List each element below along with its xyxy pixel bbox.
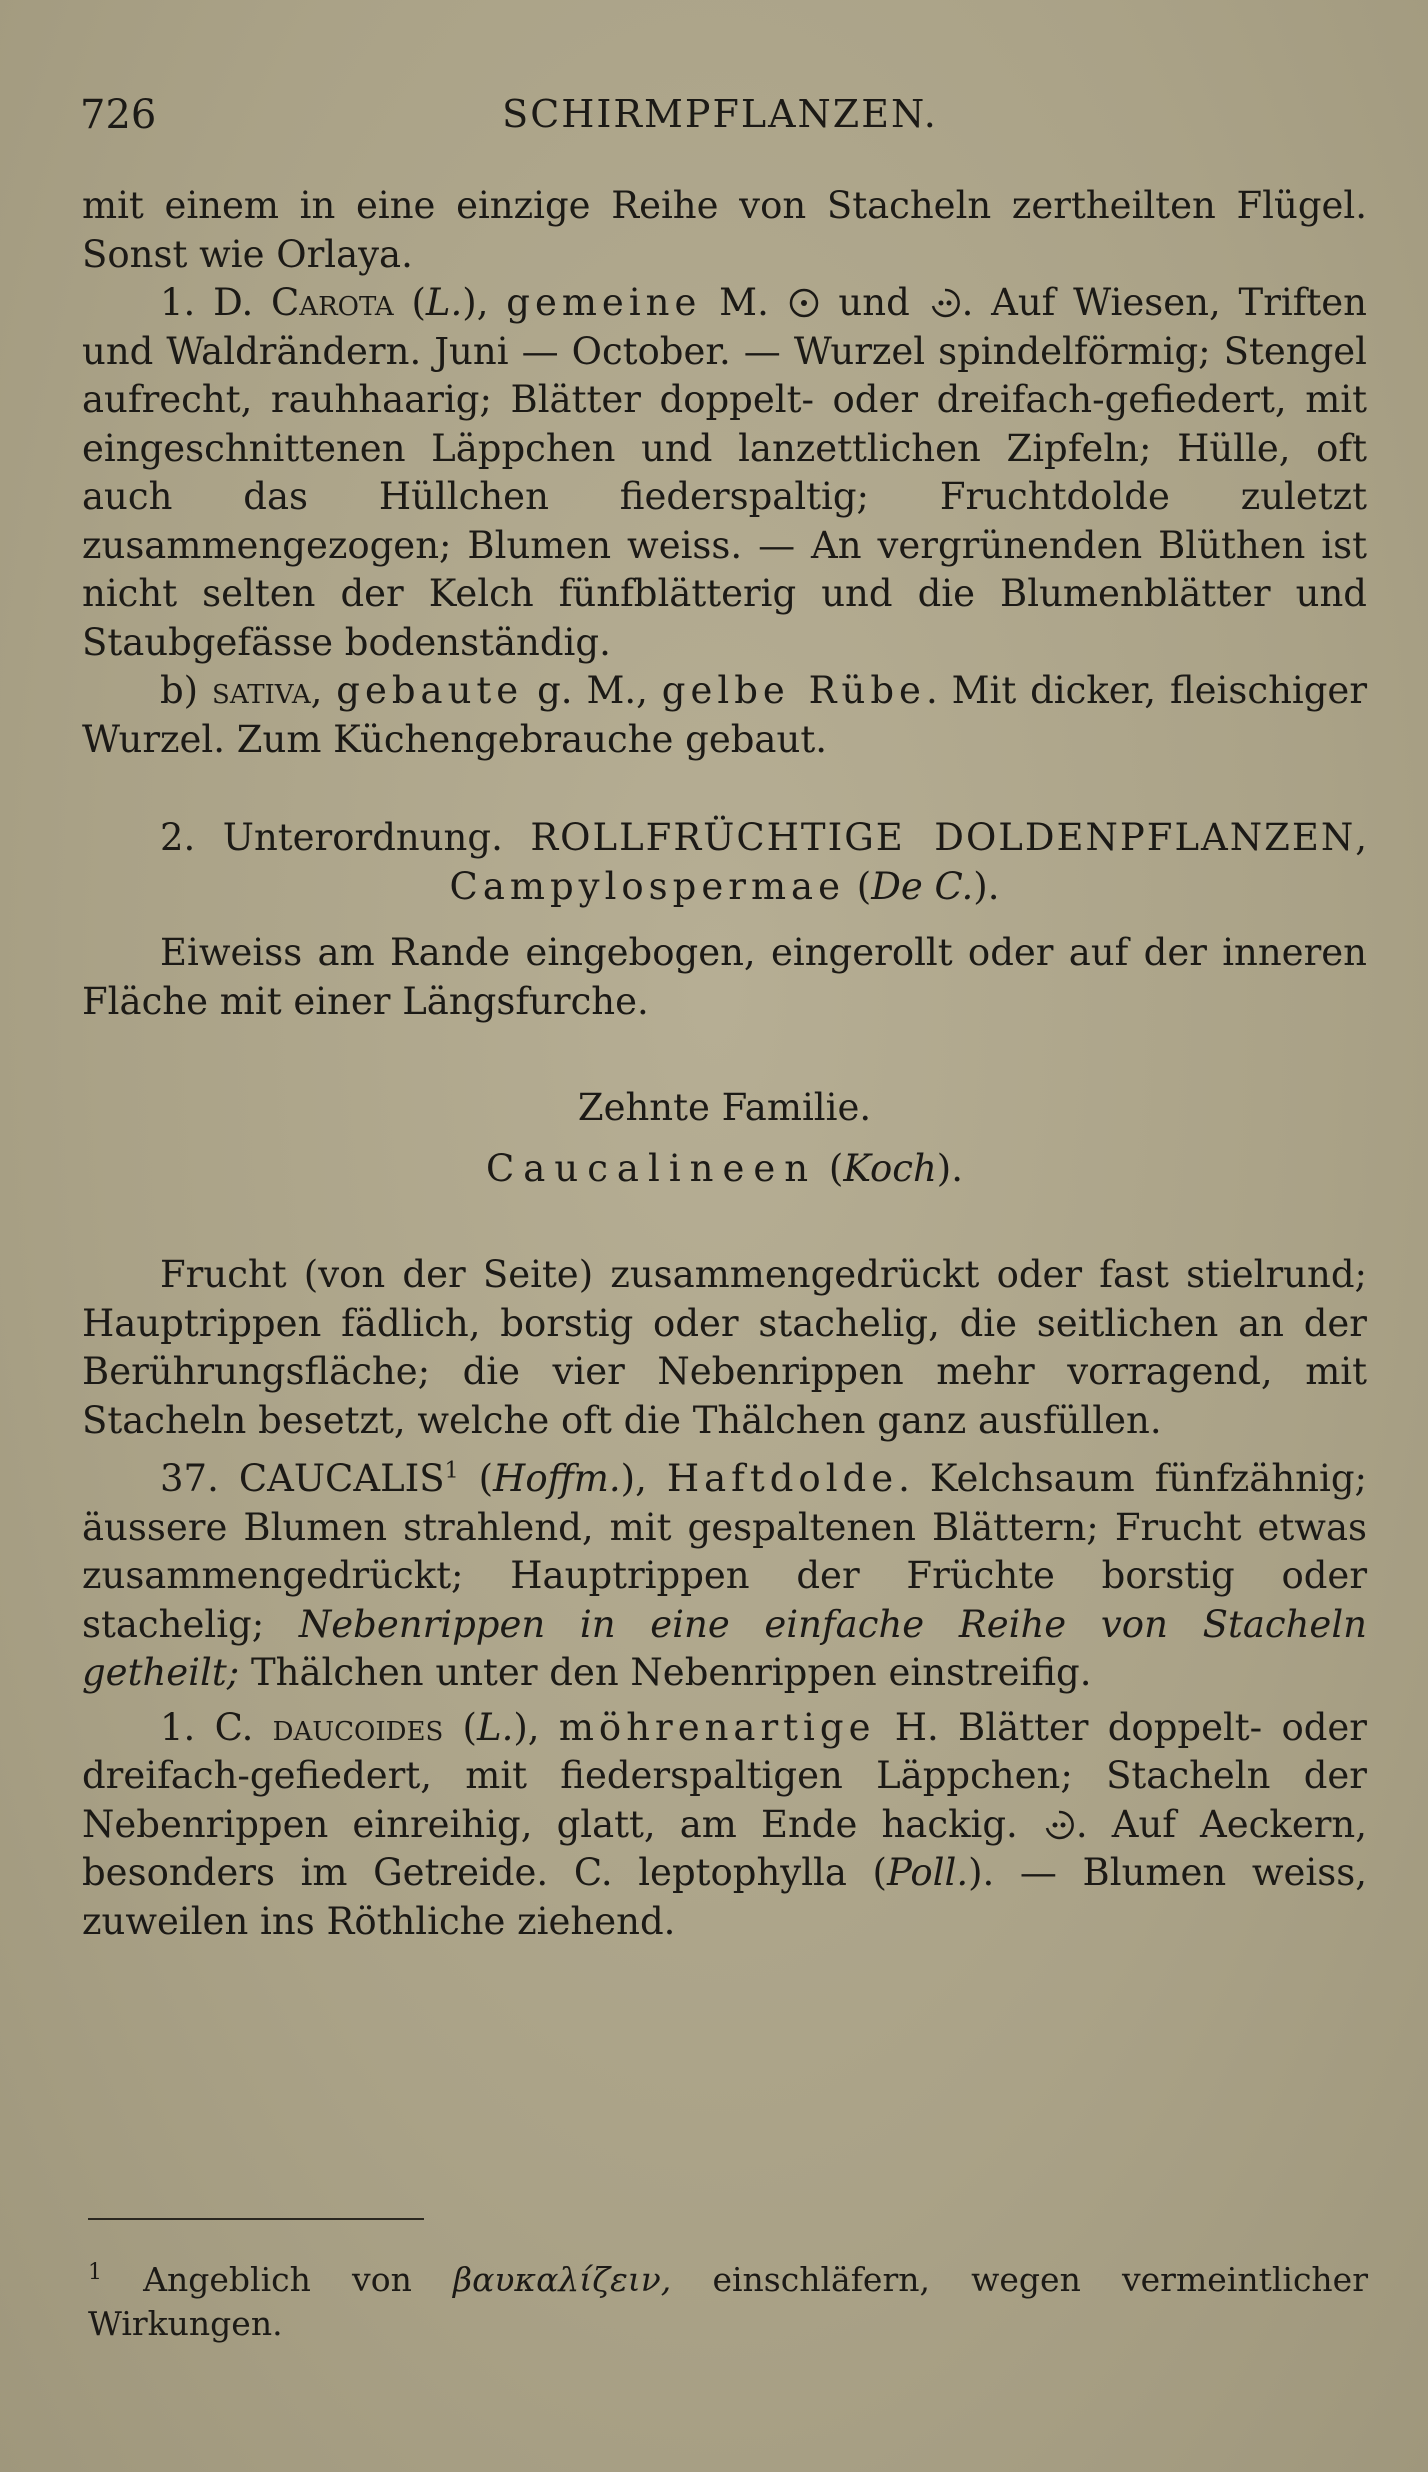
footnote-marker: 1: [444, 1458, 459, 1484]
footnote-rule: [88, 2218, 424, 2220]
footnote: $^1$ Angeblich von βαυκαλίζειν, einschläfern, wegen vermeintlicher Wirkungen.: [88, 2260, 1368, 2343]
carota-paragraph: 1. D. Carota (L.), gemeine M. und . Auf Wiesen, Triften und Waldrändern. Juni — October. — Wurzel spindelförmig; Stengel aufrecht, rauhhaarig; Blätter doppelt- oder dreifach-gefiedert, mit eingeschnittenen Läppchen und lanzettlichen Zipfeln; Hülle, oft auch das Hüllchen fiederspaltig; Fruchtdolde zuletzt zusammengezogen; Blumen weiss. — An vergrünenden Blüthen ist nicht selten der Kelch fünfblätterig und die Blumenblätter und Staubgefässe bodenständig.: [82, 281, 1368, 664]
suborder-heading: 2. Unterordnung. ROLLFRÜCHTIGE DOLDENPFLANZEN, Campylospermae (De C.).: [160, 816, 1367, 908]
caucalis-paragraph: 37. CAUCALIS$^1$ (Hoffm.), Haftdolde. Kelchsaum fünfzähnig; äussere Blumen strahlend, mit gespaltenen Blättern; Frucht etwas zusammengedrückt; Hauptrippen der Früchte borstig oder stachelig; Nebenrippen in eine einfache Reihe von Stacheln getheilt; Thälchen unter den Nebenrippen einstreifig.: [82, 1457, 1367, 1694]
biennial-icon: [928, 286, 962, 320]
page-header: [80, 92, 1360, 142]
sativa-paragraph: b) sativa, gebaute g. M., gelbe Rübe. Mit dicker, fleischiger Wurzel. Zum Küchengebrauche gebaut.: [82, 669, 1368, 761]
annual-sun-icon: [787, 286, 821, 320]
greek-word: βαυκαλίζειν,: [453, 2260, 672, 2299]
intro-paragraph: mit einem in eine einzige Reihe von Stacheln zertheilten Flügel. Sonst wie Orlaya.: [82, 184, 1367, 276]
page-number: 726: [80, 92, 157, 138]
page-body: [82, 182, 1367, 1946]
running-head: SCHIRMPFLANZEN.: [502, 92, 938, 136]
family-number: Zehnte Familie.: [577, 1086, 872, 1129]
species-name: Carota: [271, 281, 394, 324]
eiweiss-paragraph: Eiweiss am Rande eingebogen, eingerollt oder auf der inneren Fläche mit einer Längsfurche.: [82, 931, 1367, 1023]
family-name: Caucalineen (Koch).: [486, 1146, 963, 1190]
frucht-paragraph: Frucht (von der Seite) zusammengedrückt oder fast stielrund; Hauptrippen fädlich, borstig oder stachelig, die seitlichen an der Berührungsfläche; die vier Nebenrippen mehr vorragend, mit Stacheln besetzt, welche oft die Thälchen ganz ausfüllen.: [82, 1253, 1367, 1442]
biennial-icon: [1042, 1808, 1076, 1842]
daucoides-paragraph: 1. C. daucoides (L.), möhrenartige H. Blätter doppelt- oder dreifach-gefiedert, mit fiederspaltigen Läppchen; Stacheln der Nebenrippen einreihig, glatt, am Ende hackig. . Auf Aeckern, besonders im Getreide. C. leptophylla (Poll.). — Blumen weiss, zuweilen ins Röthliche ziehend.: [82, 1705, 1367, 1943]
common-name: gemeine: [506, 281, 702, 324]
